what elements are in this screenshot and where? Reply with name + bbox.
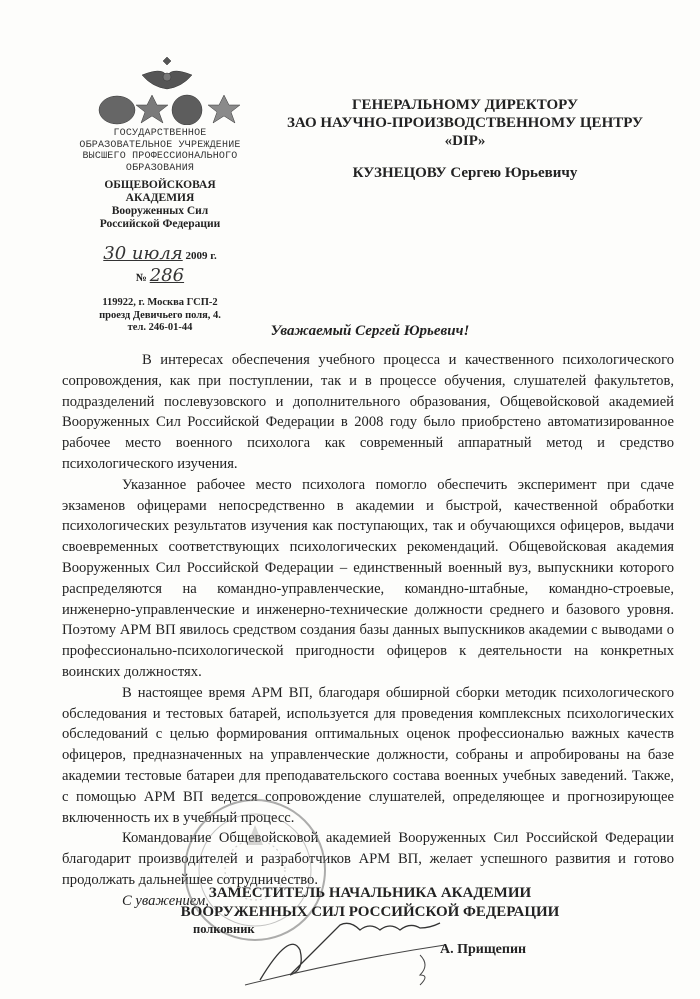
academy-line: АКАДЕМИЯ xyxy=(125,192,195,204)
institution-type xyxy=(60,128,260,174)
header-line: ВЫСШЕГО ПРОФЕССИОНАЛЬНОГО xyxy=(82,151,238,162)
recipient-line: ЗАО НАУЧНО-ПРОИЗВОДСТВЕННОМУ ЦЕНТРУ xyxy=(286,115,644,131)
greeting: Уважаемый Сергей Юрьевич! xyxy=(270,323,470,339)
header-line: ОБРАЗОВАТЕЛЬНОЕ УЧРЕЖДЕНИЕ xyxy=(79,139,241,151)
sender-block xyxy=(60,128,260,335)
address-line: проезд Девичьего поля, 4. xyxy=(99,309,221,321)
letter-number xyxy=(60,265,260,287)
coat-of-arms-emblem xyxy=(72,55,262,125)
academy-line: Российской Федерации xyxy=(99,218,221,230)
recipient-line: «DIP» xyxy=(444,133,486,149)
closing: С уважением, xyxy=(122,892,209,909)
signatory-rank: полковник xyxy=(193,922,255,936)
recipient-line: ГЕНЕРАЛЬНОМУ ДИРЕКТОРУ xyxy=(352,97,578,113)
recipient-name: КУЗНЕЦОВУ Сергею Юрьевичу xyxy=(352,165,578,181)
recipient-block xyxy=(250,96,680,150)
academy-name xyxy=(60,179,260,231)
header-line: ГОСУДАРСТВЕННОЕ xyxy=(113,128,207,139)
signatory-name: А. Прищепин xyxy=(440,942,527,957)
paragraph: Указанное рабочее место психолога помогло обеспечить эксперимент при сдаче экзаменов офицерами непосредственно в академии и быстрой, качественной обработки психологических результатов изучения как поступающих, так и обучающихся офицеров, выдачи своевременных соответствующих психологических рекомендаций. Общевойсковая академия Вооруженных Сил Российской Федерации – единственный военный вуз, выпускники которого распределяются на командно-управленческие, командно-штабные, командно-строевые, инженерно-управленческие и инженерно-технические должности среднего и базового уровня. Поэтому АРМ ВП явилось средством создания базы данных выпускников академии с выводами о профессионально-психологической пригодности офицеров к деятельности на конкретных воинских должностях. xyxy=(62,476,674,680)
academy-line: ОБЩЕВОЙСКОВАЯ xyxy=(104,179,216,191)
paragraph: Командование Общевойсковой академией Вооруженных Сил Российской Федерации благодарит производителей и разработчиков АРМ ВП, желает успешного развития и готово продолжать дальнейшее сотрудничество. xyxy=(62,830,674,888)
signatory-title xyxy=(160,884,580,922)
letter-body xyxy=(62,350,674,912)
handwritten-signature xyxy=(240,920,470,990)
paragraph: В интересах обеспечения учебного процесса и качественного психологического сопровождения, как при поступлении, так и в процессе обучения, слушателей факультетов, подразделений послевузовского и дополнительного образования, Общевойсковой академией Вооруженных Сил Российской Федерации в 2008 году было приобрстено автоматизированное рабочее место военного психолога как современный аппаратный метод и средство психологического изучения. xyxy=(62,352,674,472)
title-line: ЗАМЕСТИТЕЛЬ НАЧАЛЬНИКА АКАДЕМИИ xyxy=(208,885,532,901)
academy-line: Вооруженных Сил xyxy=(111,205,209,217)
address-phone: тел. 246-01-44 xyxy=(127,322,193,333)
letter-date xyxy=(60,243,260,265)
handwritten-number: 286 xyxy=(149,265,185,286)
date-year: 2009 г. xyxy=(185,250,217,262)
title-line: ВООРУЖЕННЫХ СИЛ РОССИЙСКОЙ ФЕДЕРАЦИИ xyxy=(180,904,560,920)
address-line: 119922, г. Москва ГСП-2 xyxy=(102,297,218,308)
handwritten-date: 30 июля xyxy=(103,243,183,264)
header-line: ОБРАЗОВАНИЯ xyxy=(125,162,195,174)
number-prefix: № xyxy=(135,272,147,284)
paragraph: В настоящее время АРМ ВП, благодаря обширной сборки методик психологического обследования и тестовых батарей, используется для проведения комплексных психологических обследований с целью формирования оптимальных оценок профессиональю важных качеств офицеров, предназначенных на управленческие должности, собраны и апробированы на базе академии тестовые батареи для преподавательского состава военных учебных заведений. Также, с помощью АРМ ВП ведется сопровождение слушателей, определяющее и прогнозирующее включенность их в учебный процесс. xyxy=(62,684,674,826)
